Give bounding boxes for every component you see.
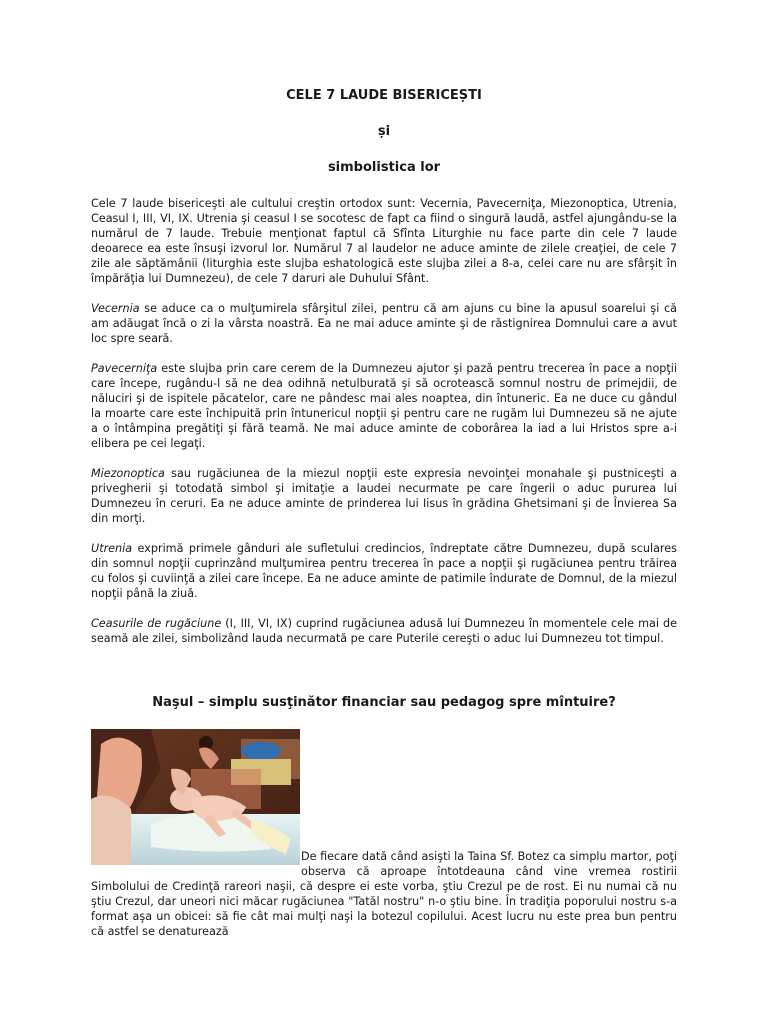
paragraph-utrenia <box>91 541 677 601</box>
text-utrenia: exprimă primele gânduri ale sufletului credincios, îndreptate către Dumnezeu, după sculares din somnul nopţii cuprinzând mulţumirea pentru trecerea în pace a nopţii şi rugăciunea pentru trăirea cu folos şi cuviinţă a zilei care începe. Ea ne aduce aminte de patimile îndurate de Domnul, de la miezul nopţii până la ziuă. <box>91 542 677 600</box>
term-miezonoptica: Miezonoptica <box>91 467 165 480</box>
text-ceasurile: (I, III, VI, IX) cuprind rugăciunea adusă lui Dumnezeu în momentele cele mai de seamă ale zilei, simbolizând lauda necurmată pe care Puterile cereşti o aduc lui Dumnezeu tot timpul. <box>91 617 677 645</box>
document-page <box>91 88 677 939</box>
section-title-nasul: Naşul – simplu susţinător financiar sau pedagog spre mîntuire? <box>152 695 616 710</box>
term-pavecernita: Pavecerniţa <box>91 362 158 375</box>
text-pavecernita: este slujba prin care cerem de la Dumnezeu ajutor şi pază pentru trecerea în pace a nopţii care începe, rugându-l să ne dea odihnă netulburată şi să ocrotească somnul nostru de primejdii, de năluciri şi de ispitele păcatelor, care ne pândesc mai ales noaptea, din întuneric. Ea ne duce cu gândul la moarte care este închipuită prin întunericul nopţii şi pentru care ne rugăm lui Dumnezeu să ne ajute a o întâmpina pregătiţi şi fără teamă. Ne mai aduce aminte de coborârea la iad a lui Hristos spre a-i elibera pe cei legaţi. <box>91 362 677 450</box>
document-title: CELE 7 LAUDE BISERICEȘTI <box>286 88 482 103</box>
document-subtitle: simbolistica lor <box>327 160 441 175</box>
paragraph-ceasurile <box>91 616 677 646</box>
baptism-photo <box>91 729 300 865</box>
text-miezonoptica: sau rugăciunea de la miezul nopţii este expresia nevoinţei monahale şi pustniceşti a privegherii şi totodată simbol şi imitaţie a laudei necurmate pe care îngerii o aduc pururea lui Dumnezeu în ceruri. Ea ne aduce aminte de prinderea lui Iisus în grădina Ghetsimani şi de Învierea Sa din morţi. <box>91 467 677 525</box>
section2-paragraph: De fiecare dată când asişti la Taina Sf. Botez ca simplu martor, poţi observa că aproape întotdeauna când vine vremea rostirii Simbolului de Credinţă rareori naşii, că despre ei este vorba, ştiu Crezul pe de rost. Ei nu numai că nu ştiu Crezul, dar uneori nici măcar rugăciunea "Tatăl nostru" n-o ştiu bine. În tradiţia poporului nostru s-a format aşa un obicei: să fie cât mai mulţi naşi la botezul copilului. Acest lucru nu este prea bun pentru că astfel se denaturează <box>91 850 677 938</box>
photo-row <box>91 729 677 939</box>
intro-paragraph: Cele 7 laude bisericeşti ale cultului creştin ortodox sunt: Vecernia, Pavecerniţa, Miezonoptica, Utrenia, Ceasul I, III, VI, IX. Utrenia şi ceasul I se socotesc de fapt ca fiind o singură laudă, astfel ajungându-se la numărul de 7 laude. Trebuie menţionat faptul că Sfînta Liturghie nu face parte din cele 7 laude deoarece ea este însuşi izvorul lor. Numărul 7 al laudelor ne aduce aminte de zilele creaţiei, de cele 7 zile ale săptămânii (liturghia este slujba eshatologică este slujba zilei a 8-a, celei care nu are sfârşit în împărăţia lui Dumnezeu), de cele 7 daruri ale Duhului Sfânt. <box>91 197 677 285</box>
paragraph-vecernia <box>91 301 677 346</box>
paragraph-pavecernita <box>91 361 677 451</box>
document-title-conjunction: și <box>377 124 391 139</box>
term-utrenia: Utrenia <box>91 542 133 555</box>
baptism-photo-illustration <box>91 729 300 865</box>
paragraph-miezonoptica <box>91 466 677 526</box>
text-vecernia: se aduce ca o mulţumirela sfârşitul zilei, pentru că am ajuns cu bine la apusul soarelui şi că am adăugat încă o zi la vârsta noastră. Ea ne mai aduce aminte şi de răstignirea Domnului care a avut loc spre seară. <box>91 302 677 345</box>
term-ceasurile: Ceasurile de rugăciune <box>91 617 222 630</box>
term-vecernia: Vecernia <box>91 302 140 315</box>
